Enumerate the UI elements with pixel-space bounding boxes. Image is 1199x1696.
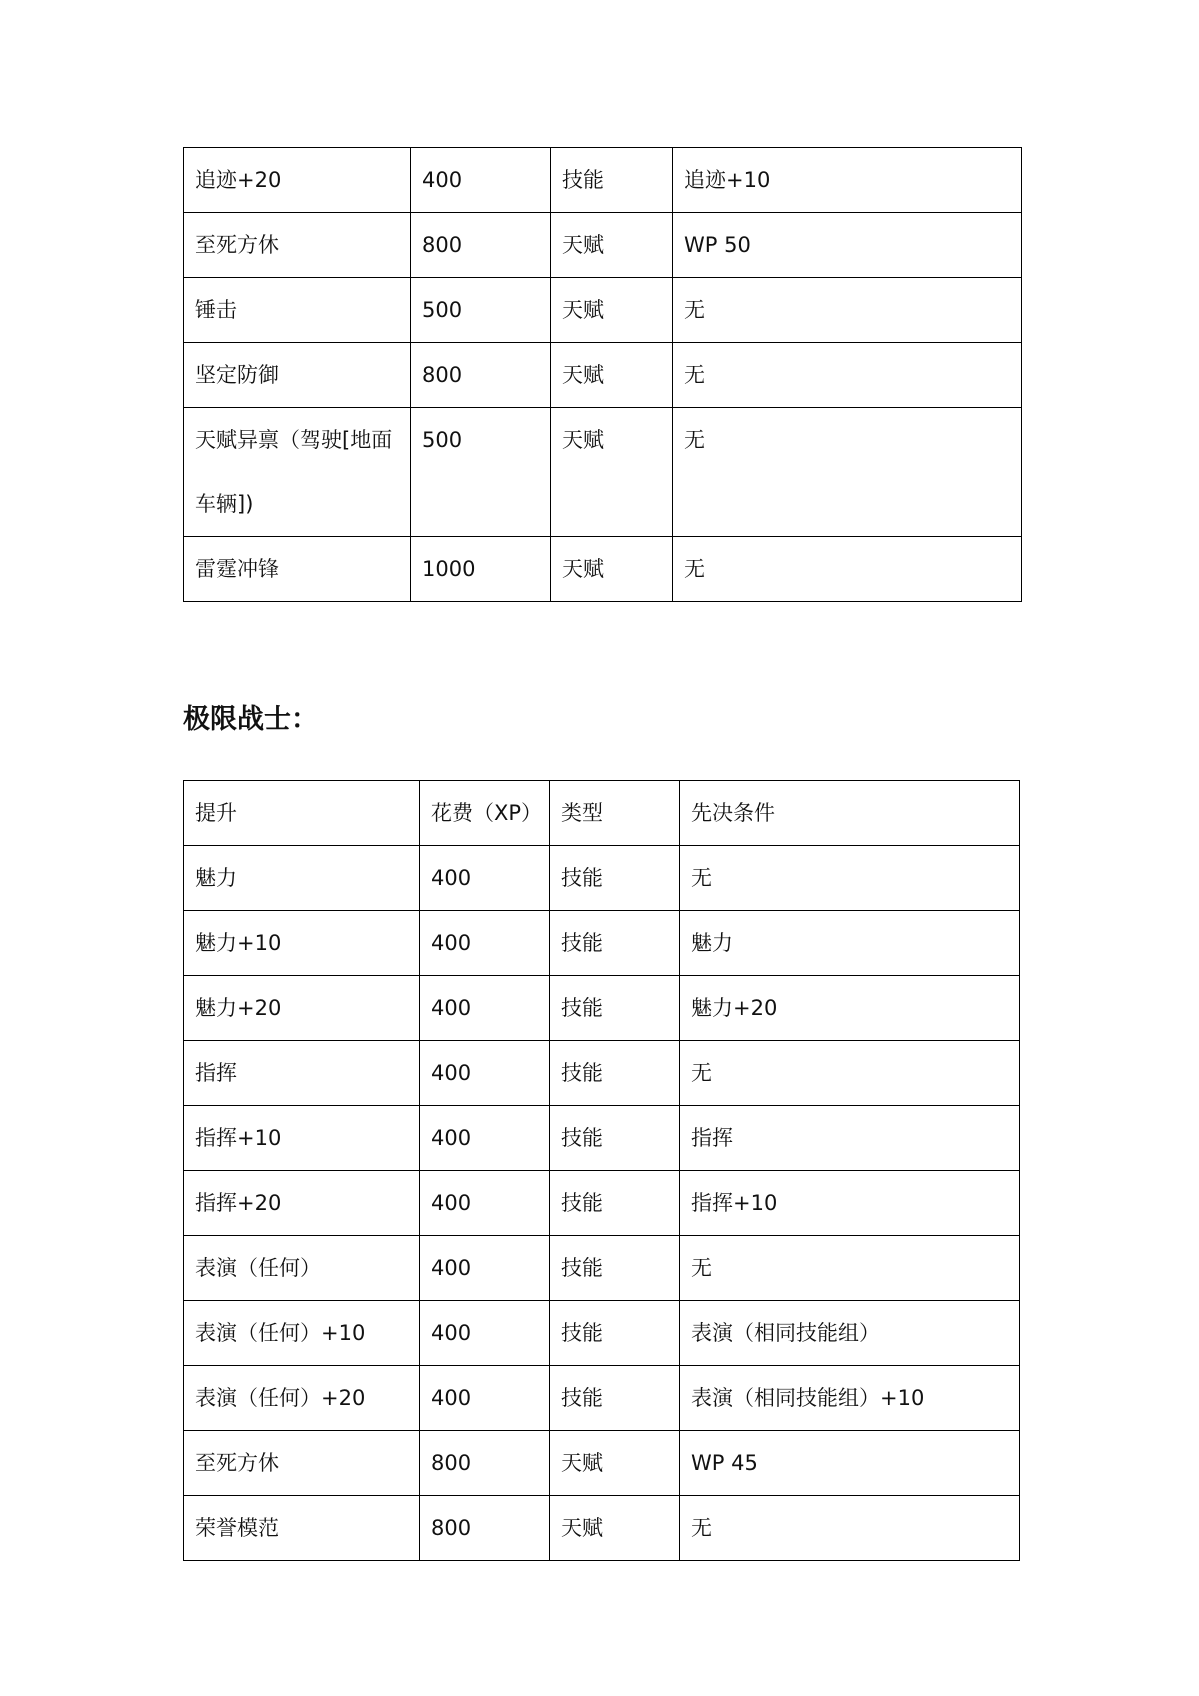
table-row [184,343,1022,408]
type-cell: 技能 [550,911,680,976]
prerequisite-cell: 追迹+10 [673,148,1022,213]
advance-cell: 魅力+20 [184,976,420,1041]
advance-cell: 至死方休 [184,1431,420,1496]
cost-cell: 400 [420,911,550,976]
cost-cell: 400 [411,148,551,213]
advance-cell: 雷霆冲锋 [184,537,411,602]
table-row [184,537,1022,602]
cost-cell: 400 [420,1236,550,1301]
header-prerequisite: 先决条件 [680,781,1020,846]
type-cell: 天赋 [551,408,673,537]
advance-cell: 指挥+20 [184,1171,420,1236]
cost-cell: 400 [420,1366,550,1431]
advance-cell: 指挥+10 [184,1106,420,1171]
type-cell: 技能 [550,1301,680,1366]
type-cell: 技能 [550,1171,680,1236]
cost-cell: 800 [420,1496,550,1561]
cost-cell: 800 [411,343,551,408]
advance-cell: 至死方休 [184,213,411,278]
prerequisite-cell: 无 [680,846,1020,911]
table-row [184,278,1022,343]
prerequisite-cell: WP 50 [673,213,1022,278]
advance-cell: 表演（任何）+20 [184,1366,420,1431]
table-row [184,1496,1020,1561]
table-header-row [184,781,1020,846]
type-cell: 技能 [551,148,673,213]
advance-cell: 指挥 [184,1041,420,1106]
type-cell: 技能 [550,976,680,1041]
type-cell: 技能 [550,846,680,911]
table-row [184,846,1020,911]
prerequisite-cell: 无 [673,343,1022,408]
advance-cell: 魅力 [184,846,420,911]
type-cell: 技能 [550,1366,680,1431]
type-cell: 天赋 [550,1431,680,1496]
cost-cell: 500 [411,408,551,537]
header-type: 类型 [550,781,680,846]
cost-cell: 400 [420,846,550,911]
prerequisite-cell: 表演（相同技能组）+10 [680,1366,1020,1431]
table-row [184,148,1022,213]
cost-cell: 400 [420,976,550,1041]
advance-cell: 表演（任何）+10 [184,1301,420,1366]
table-row [184,1171,1020,1236]
prerequisite-cell: 无 [673,537,1022,602]
table-row [184,408,1022,537]
table-row [184,976,1020,1041]
prerequisite-cell: 魅力 [680,911,1020,976]
cost-cell: 400 [420,1106,550,1171]
prerequisite-cell: 无 [673,408,1022,537]
advance-cell: 坚定防御 [184,343,411,408]
table-row [184,911,1020,976]
advance-cell: 天赋异禀（驾驶[地面车辆]) [184,408,411,537]
prerequisite-cell: 无 [680,1236,1020,1301]
table-row [184,1236,1020,1301]
prerequisite-cell: 指挥 [680,1106,1020,1171]
prerequisite-cell: 表演（相同技能组） [680,1301,1020,1366]
section-title: 极限战士： [183,704,318,735]
header-advance: 提升 [184,781,420,846]
advance-cell: 追迹+20 [184,148,411,213]
cost-cell: 1000 [411,537,551,602]
prerequisite-cell: 无 [680,1041,1020,1106]
cost-cell: 800 [411,213,551,278]
type-cell: 技能 [550,1041,680,1106]
type-cell: 天赋 [550,1496,680,1561]
cost-cell: 500 [411,278,551,343]
cost-cell: 400 [420,1301,550,1366]
advance-cell: 锤击 [184,278,411,343]
advances-table [183,780,1020,1561]
cost-cell: 800 [420,1431,550,1496]
type-cell: 天赋 [551,213,673,278]
cost-cell: 400 [420,1171,550,1236]
table-row [184,1431,1020,1496]
prerequisite-cell: 无 [680,1496,1020,1561]
table-row [184,1106,1020,1171]
advance-cell: 表演（任何） [184,1236,420,1301]
type-cell: 天赋 [551,537,673,602]
header-cost: 花费（XP） [420,781,550,846]
prerequisite-cell: WP 45 [680,1431,1020,1496]
table-row [184,1301,1020,1366]
prerequisite-cell: 无 [673,278,1022,343]
prerequisite-cell: 魅力+20 [680,976,1020,1041]
type-cell: 天赋 [551,343,673,408]
table-row [184,1041,1020,1106]
type-cell: 天赋 [551,278,673,343]
cost-cell: 400 [420,1041,550,1106]
table-row [184,1366,1020,1431]
advance-cell: 魅力+10 [184,911,420,976]
prerequisite-cell: 指挥+10 [680,1171,1020,1236]
table-row [184,213,1022,278]
advances-table-continued [183,147,1022,602]
advance-cell: 荣誉模范 [184,1496,420,1561]
type-cell: 技能 [550,1236,680,1301]
type-cell: 技能 [550,1106,680,1171]
